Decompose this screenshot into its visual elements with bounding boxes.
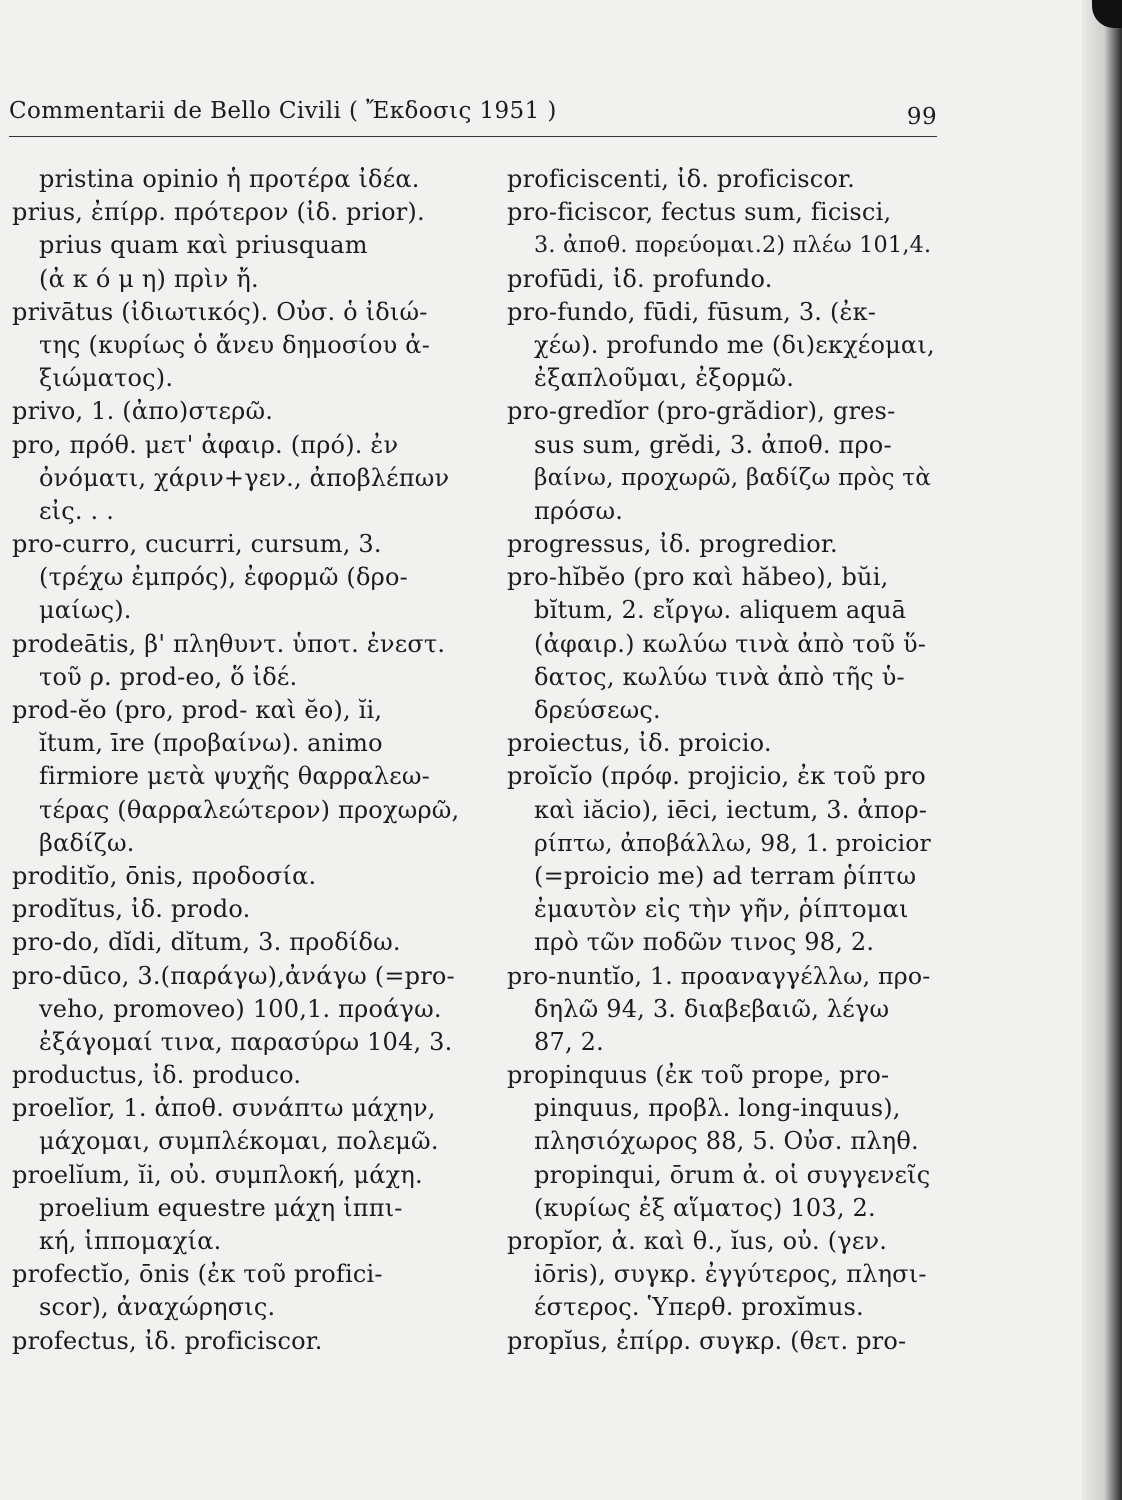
entry-continuation-line: sus sum, grĕdi, 3. ἀποθ. προ- — [534, 430, 892, 459]
entry-continuation-line: (ἀ κ ό μ η) πρὶν ἤ. — [39, 264, 259, 293]
dictionary-entry-line: pro-curro, cucurri, cursum, 3. — [12, 530, 382, 559]
entry-continuation-line: τέρας (θαρραλεώτερον) προχωρῶ, — [39, 795, 460, 824]
entry-continuation-line: propinqui, ōrum ἀ. οἱ συγγενεῖς — [534, 1160, 931, 1189]
entry-continuation-line: ἐμαυτὸν εἰς τὴν γῆν, ῥίπτομαι — [534, 895, 909, 924]
dictionary-entry-line: proiectus, ἰδ. proicio. — [507, 729, 772, 758]
header-rule — [9, 136, 937, 137]
dictionary-entry-line: pro-nuntĭo, 1. προαναγγέλλω, προ- — [507, 961, 931, 990]
dictionary-entry-line: pro-hĭbĕo (pro καὶ hăbeo), bŭi, — [507, 563, 889, 592]
dictionary-entry-line: pro-fundo, fūdi, fūsum, 3. (ἐκ- — [507, 297, 877, 326]
dictionary-entry-line: propĭus, ἐπίρρ. συγκρ. (θετ. pro- — [507, 1326, 907, 1355]
dictionary-entry-line: pro-dūco, 3.(παράγω),ἀνάγω (=pro- — [12, 961, 455, 990]
running-head — [9, 98, 937, 130]
entry-continuation-line: ἐξάγομαί τινα, παρασύρω 104, 3. — [39, 1027, 453, 1056]
entry-continuation-line: ρίπτω, ἀποβάλλω, 98, 1. proicior — [534, 828, 931, 857]
dictionary-entry-line: prius, ἐπίρρ. πρότερον (ἰδ. prior). — [12, 198, 425, 227]
dictionary-entry-line: propinquus (ἐκ τοῦ prope, pro- — [507, 1061, 890, 1090]
dictionary-entry-line: profectĭo, ōnis (ἐκ τοῦ profici- — [12, 1260, 383, 1289]
entry-continuation-line: της (κυρίως ὁ ἄνευ δημοσίου ἀ- — [39, 330, 431, 359]
dictionary-entry-line: pro-ficiscor, fectus sum, ficisci, — [507, 198, 892, 227]
dictionary-entry-line: profūdi, ἰδ. profundo. — [507, 264, 773, 293]
entry-continuation-line: 3. ἀποθ. πορεύομαι.2) πλέω 101,4. — [534, 232, 932, 259]
entry-continuation-line: χέω). profundo me (δι)εκχέομαι, — [534, 330, 935, 359]
dictionary-entry-line: profectus, ἰδ. proficiscor. — [12, 1326, 323, 1355]
left-column — [12, 163, 482, 1358]
entry-continuation-line: κή, ἱππομαχία. — [39, 1227, 222, 1255]
entry-continuation-line: ξιώματος). — [39, 364, 174, 393]
running-title: Commentarii de Bello Civili ( Ἔκδοσις 1951 ) — [9, 98, 557, 124]
entry-continuation-line: πλησιόχωρος 88, 5. Οὐσ. πληθ. — [534, 1127, 919, 1156]
entry-continuation-line: pristina opinio ἡ προτέρα ἰδέα. — [39, 165, 420, 193]
entry-continuation-line: μάχομαι, συμπλέκομαι, πολεμῶ. — [39, 1127, 439, 1156]
entry-continuation-line: 87, 2. — [534, 1027, 604, 1056]
entry-continuation-line: scor), ἀναχώρησις. — [39, 1293, 276, 1322]
dictionary-entry-line: proditĭo, ōnis, προδοσία. — [12, 861, 317, 890]
dictionary-entry-line: progressus, ἰδ. progredior. — [507, 530, 838, 559]
entry-continuation-line: έστερος. Ὑπερθ. proxĭmus. — [534, 1293, 864, 1322]
entry-continuation-line: (ἀφαιρ.) κωλύω τινὰ ἀπὸ τοῦ ὕ- — [534, 629, 927, 658]
entry-continuation-line: δατος, κωλύω τινὰ ἀπὸ τῆς ὑ- — [534, 662, 905, 691]
page-number: 99 — [906, 104, 937, 130]
entry-continuation-line: (τρέχω ἐμπρός), ἐφορμῶ (δρο- — [39, 563, 408, 592]
dictionary-entry-line: propĭor, ἀ. καὶ θ., ĭus, οὐ. (γεν. — [507, 1227, 888, 1255]
entry-continuation-line: βαδίζω. — [39, 828, 135, 857]
dictionary-entry-line: productus, ἰδ. produco. — [12, 1061, 302, 1090]
page-edge-shadow — [1082, 0, 1122, 1500]
dictionary-entry-line: prodeātis, β' πληθυντ. ὑποτ. ἐνεστ. — [12, 629, 446, 658]
entry-continuation-line: πρὸ τῶν ποδῶν τινος 98, 2. — [534, 928, 875, 957]
dictionary-entry-line: proelĭum, ĭi, οὐ. συμπλοκή, μάχη. — [12, 1160, 423, 1189]
dictionary-entry-line: pro-do, dĭdi, dĭtum, 3. προδίδω. — [12, 928, 401, 957]
entry-continuation-line: prius quam καὶ priusquam — [39, 231, 368, 260]
dictionary-entry-line: proelĭor, 1. ἀποθ. συνάπτω μάχην, — [12, 1094, 436, 1123]
entry-continuation-line: μαίως). — [39, 596, 132, 625]
entry-continuation-line: bĭtum, 2. εἴργω. aliquem aquā — [534, 596, 907, 625]
entry-continuation-line: firmiore μετὰ ψυχῆς θαρραλεω- — [39, 762, 430, 791]
entry-continuation-line: iōris), συγκρ. ἐγγύτερος, πλησι- — [534, 1260, 927, 1289]
entry-continuation-line: δηλῶ 94, 3. διαβεβαιῶ, λέγω — [534, 994, 890, 1023]
dictionary-entry-line: privo, 1. (ἀπο)στερῶ. — [12, 397, 274, 426]
dictionary-entry-line: proĭcĭo (πρόφ. projicio, ἐκ τοῦ pro — [507, 762, 926, 791]
right-column — [507, 163, 935, 1358]
dictionary-entry-line: pro-gredĭor (pro-grădior), gres- — [507, 397, 896, 426]
entry-continuation-line: ĭtum, īre (προβαίνω). animo — [39, 729, 383, 758]
entry-continuation-line: καὶ iăcio), iēci, iectum, 3. ἀπορ- — [534, 795, 928, 824]
entry-continuation-line: βαίνω, προχωρῶ, βαδίζω πρὸς τὰ — [534, 464, 932, 491]
entry-continuation-line: δρεύσεως. — [534, 696, 661, 724]
entry-continuation-line: pinquus, προβλ. long-inquus), — [534, 1094, 901, 1123]
entry-continuation-line: ὀνόματι, χάριν+γεν., ἀποβλέπων — [39, 463, 450, 492]
entry-continuation-line: proelium equestre μάχη ἱππι- — [39, 1193, 403, 1222]
entry-continuation-line: τοῦ ρ. prod-eo, ὅ ἰδέ. — [39, 662, 298, 691]
dictionary-entry-line: pro, πρόθ. μετ' ἀφαιρ. (πρό). ἐν — [12, 430, 399, 459]
entry-continuation-line: (κυρίως ἐξ αἵματος) 103, 2. — [534, 1193, 876, 1222]
dictionary-entry-line: privātus (ἰδιωτικός). Οὐσ. ὁ ἰδιώ- — [12, 297, 428, 326]
entry-continuation-line: εἰς. . . — [39, 496, 115, 525]
dictionary-entry-line: prodĭtus, ἰδ. prodo. — [12, 895, 251, 924]
entry-continuation-line: (=proicio me) ad terram ῥίπτω — [534, 861, 917, 890]
entry-continuation-line: veho, promoveo) 100,1. προάγω. — [39, 994, 442, 1023]
dictionary-entry-line: prod-ĕo (pro, prod- καὶ ĕo), ĭi, — [12, 696, 383, 724]
entry-continuation-line: ἐξαπλοῦμαι, ἐξορμῶ. — [534, 364, 795, 393]
dictionary-entry-line: proficiscenti, ἰδ. proficiscor. — [507, 165, 855, 193]
entry-continuation-line: πρόσω. — [534, 496, 624, 525]
